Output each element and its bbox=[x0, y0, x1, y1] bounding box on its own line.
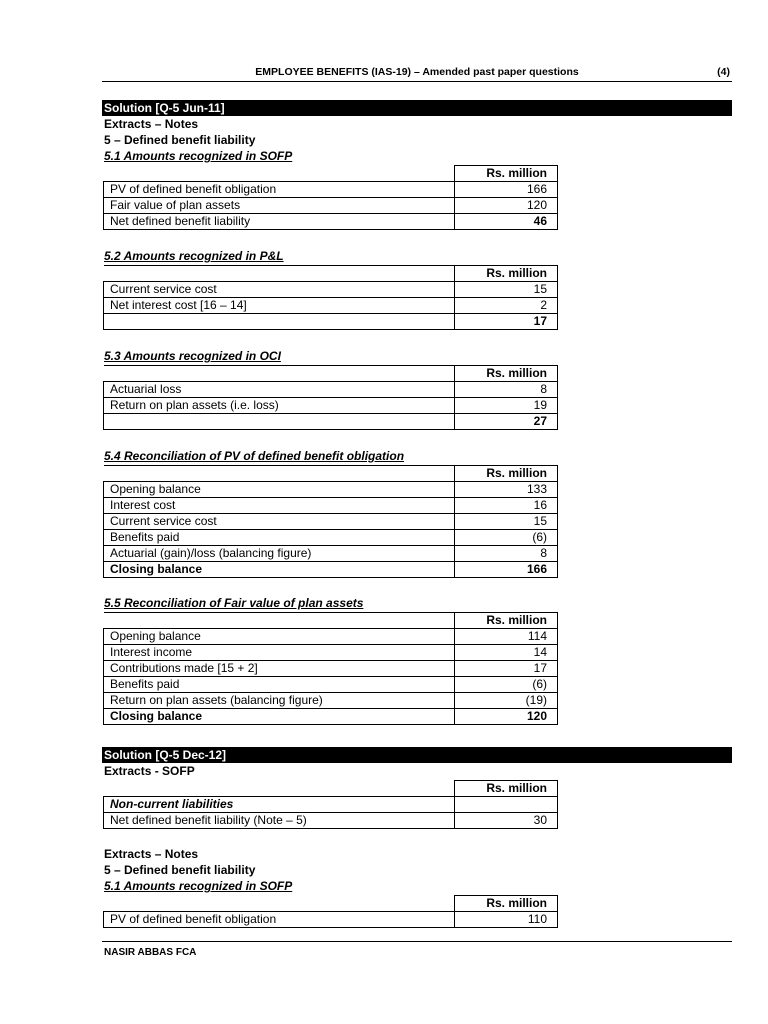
column-header: Rs. million bbox=[455, 781, 558, 797]
table-row: Closing balance 120 bbox=[104, 709, 558, 725]
note-title: 5 – Defined benefit liability bbox=[104, 133, 256, 147]
column-header: Rs. million bbox=[455, 613, 558, 629]
table-row: Non-current liabilities bbox=[104, 797, 558, 813]
extracts-notes-label: Extracts – Notes bbox=[104, 117, 199, 131]
document-title: EMPLOYEE BENEFITS (IAS-19) – Amended past paper questions bbox=[255, 66, 579, 78]
solution-bar-jun11: Solution [Q-5 Jun-11] bbox=[102, 100, 732, 116]
solution-bar-dec12: Solution [Q-5 Dec-12] bbox=[102, 747, 732, 763]
extracts-sofp-label: Extracts - SOFP bbox=[104, 764, 195, 778]
section-heading-5-1: 5.1 Amounts recognized in SOFP bbox=[104, 149, 293, 163]
section-heading-5-2: 5.2 Amounts recognized in P&L bbox=[104, 249, 284, 263]
table-row: Opening balance 133 bbox=[104, 482, 558, 498]
table-row: 17 bbox=[104, 314, 558, 330]
page-footer bbox=[102, 941, 732, 958]
table-row: Interest cost 16 bbox=[104, 498, 558, 514]
author-name: NASIR ABBAS FCA bbox=[104, 947, 197, 958]
table-row: Return on plan assets (i.e. loss) 19 bbox=[104, 398, 558, 414]
table-row: Opening balance 114 bbox=[104, 629, 558, 645]
table-row: Actuarial (gain)/loss (balancing figure) 8 bbox=[104, 546, 558, 562]
table-row: PV of defined benefit obligation 110 bbox=[104, 912, 558, 928]
column-header: Rs. million bbox=[455, 166, 558, 182]
section-heading-5-1-b: 5.1 Amounts recognized in SOFP bbox=[104, 879, 293, 893]
table-row: Interest income 14 bbox=[104, 645, 558, 661]
table-row: Current service cost 15 bbox=[104, 514, 558, 530]
table-sofp bbox=[103, 165, 558, 230]
table-pl bbox=[103, 265, 558, 330]
column-header: Rs. million bbox=[455, 466, 558, 482]
table-sofp-extract bbox=[103, 780, 558, 829]
table-row: Net defined benefit liability (Note – 5) 30 bbox=[104, 813, 558, 829]
table-row: Return on plan assets (balancing figure) (19) bbox=[104, 693, 558, 709]
section-heading-5-3: 5.3 Amounts recognized in OCI bbox=[104, 349, 281, 363]
extracts-notes-label-2: Extracts – Notes bbox=[104, 847, 199, 861]
table-row: Fair value of plan assets 120 bbox=[104, 198, 558, 214]
section-heading-5-5: 5.5 Reconciliation of Fair value of plan assets bbox=[104, 596, 364, 610]
table-dbo-reconciliation bbox=[103, 465, 558, 578]
column-header: Rs. million bbox=[455, 366, 558, 382]
table-oci bbox=[103, 365, 558, 430]
column-header: Rs. million bbox=[455, 266, 558, 282]
table-row: Net defined benefit liability 46 bbox=[104, 214, 558, 230]
table-row: Net interest cost [16 – 14] 2 bbox=[104, 298, 558, 314]
table-row: Actuarial loss 8 bbox=[104, 382, 558, 398]
table-row: PV of defined benefit obligation 166 bbox=[104, 182, 558, 198]
table-row: Current service cost 15 bbox=[104, 282, 558, 298]
column-header: Rs. million bbox=[455, 896, 558, 912]
page-number: (4) bbox=[717, 66, 730, 78]
note-title-2: 5 – Defined benefit liability bbox=[104, 863, 256, 877]
table-row: Contributions made [15 + 2] 17 bbox=[104, 661, 558, 677]
table-row: Benefits paid (6) bbox=[104, 677, 558, 693]
table-plan-assets-reconciliation bbox=[103, 612, 558, 725]
table-row: 27 bbox=[104, 414, 558, 430]
table-row: Benefits paid (6) bbox=[104, 530, 558, 546]
table-row: Closing balance 166 bbox=[104, 562, 558, 578]
page-header bbox=[102, 64, 732, 82]
section-heading-5-4: 5.4 Reconciliation of PV of defined benefit obligation bbox=[104, 449, 405, 463]
table-sofp-2 bbox=[103, 895, 558, 928]
